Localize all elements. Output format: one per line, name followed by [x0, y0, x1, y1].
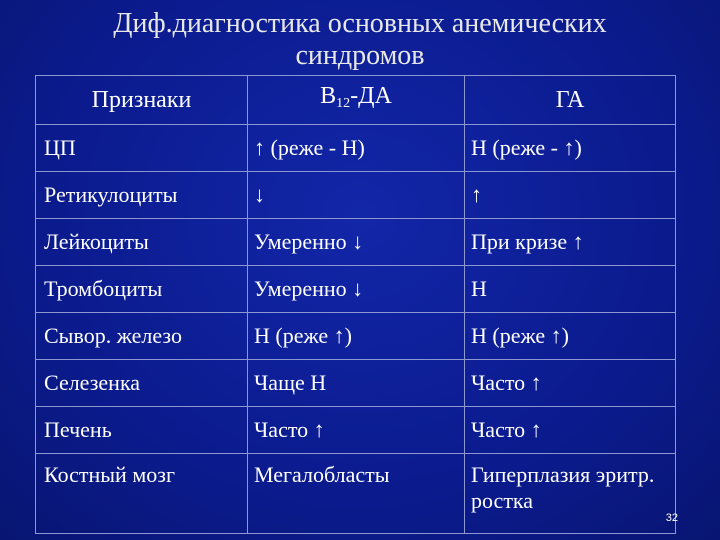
table-row [36, 266, 676, 313]
row-sign: ЦП [36, 125, 248, 172]
header-ga: ГА [465, 76, 676, 125]
row-ga-value: Гиперплазия эритр. ростка [465, 454, 676, 534]
row-b12-value: ↓ [248, 172, 465, 219]
row-ga-value: При кризе ↑ [465, 219, 676, 266]
header-b12-subscript: 12 [336, 96, 351, 111]
row-ga-value: Часто ↑ [465, 407, 676, 454]
row-b12-value: ↑ (реже - Н) [248, 125, 465, 172]
table-row [36, 219, 676, 266]
row-b12-value: Умеренно ↓ [248, 219, 465, 266]
row-b12-value: Чаще Н [248, 360, 465, 407]
table-row [36, 407, 676, 454]
row-b12-value: Умеренно ↓ [248, 266, 465, 313]
row-b12-value: Мегалобласты [248, 454, 465, 534]
table-row [36, 454, 676, 534]
comparison-table [35, 75, 676, 534]
row-sign: Лейкоциты [36, 219, 248, 266]
page-number: 32 [665, 512, 678, 524]
table-header-row [36, 76, 676, 125]
row-sign: Печень [36, 407, 248, 454]
header-b12-da [248, 76, 465, 125]
row-b12-value: Часто ↑ [248, 407, 465, 454]
row-ga-value: Н (реже ↑) [465, 313, 676, 360]
slide-title-line-2: синдромов [295, 40, 425, 71]
header-b12-tail: -ДА [350, 83, 392, 109]
header-b12-main: В [320, 83, 337, 109]
slide-title-line-1: Диф.диагностика основных анемических [113, 8, 607, 39]
row-sign: Костный мозг [36, 454, 248, 534]
table-row [36, 125, 676, 172]
table-row [36, 360, 676, 407]
table-row [36, 172, 676, 219]
row-b12-value: Н (реже ↑) [248, 313, 465, 360]
row-ga-value: Н [465, 266, 676, 313]
row-sign: Ретикулоциты [36, 172, 248, 219]
row-ga-value: ↑ [465, 172, 676, 219]
slide-title [0, 8, 720, 72]
row-ga-value: Часто ↑ [465, 360, 676, 407]
header-signs: Признаки [36, 76, 248, 125]
row-sign: Сывор. железо [36, 313, 248, 360]
row-ga-value: Н (реже - ↑) [465, 125, 676, 172]
row-sign: Тромбоциты [36, 266, 248, 313]
row-sign: Селезенка [36, 360, 248, 407]
table-row [36, 313, 676, 360]
